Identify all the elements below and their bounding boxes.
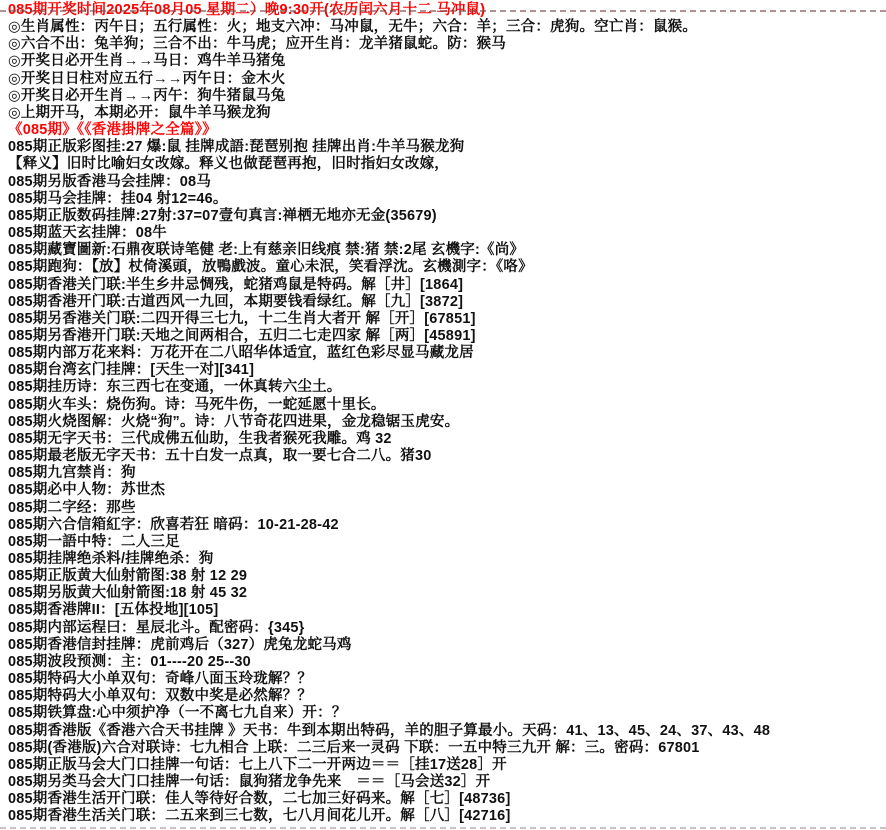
info-line: 085期六合信箱紅字：欣喜若狂 暗码：10-21-28-42: [8, 516, 339, 533]
top-dashed-divider: [0, 10, 886, 12]
info-line: 085期另香港开门联:天地之间两相合，五归二七走四家 解［两］[45891]: [8, 327, 476, 344]
info-line: ◎开奖日必开生肖→→丙午：狗牛猪鼠马兔: [8, 87, 286, 104]
info-line: 085期另香港关门联:二四开得三七九，十二生肖大者开 解［开］[67851]: [8, 310, 476, 327]
highlight-line: 《085期》《《香港掛牌之全篇》》: [8, 122, 217, 139]
info-line: 085期二字经：那些: [8, 499, 136, 516]
info-line: 085期内部运程曰：星辰北斗。配密码：{345}: [8, 619, 305, 636]
info-line: 085期最老版无字天书：五十白发一点真，取一要七合二八。猪30: [8, 448, 432, 465]
info-line: 085期藏寶圖新:石鼎夜联诗笔健 老:上有慈亲旧线痕 禁:猪 禁:2尾 玄機字:《尚》: [8, 242, 525, 259]
info-line: 085期火烧图解：火烧“狗”。诗：八节奇花四进果，金龙稳锯玉虎安。: [8, 413, 460, 430]
info-line: 085期蓝天玄挂牌：08牛: [8, 225, 167, 242]
info-line: 085期另版香港马会挂牌：08马: [8, 173, 212, 190]
info-line: 085期特码大小单双句：奇峰八面玉玲珑解？？: [8, 671, 313, 688]
info-line: ◎开奖日必开生肖→→马日：鸡牛羊马猪兔: [8, 53, 286, 70]
info-lines: [8, 2, 882, 826]
info-line: ◎六合不出：兔羊狗；三合不出：牛马虎；应开生肖：龙羊猪鼠蛇。防：猴马: [8, 36, 506, 53]
info-line: 085期跑狗：【放】杖倚溪頭，放鴨戲波。童心未泯，笑看浮沈。玄機測字：《咯》: [8, 259, 533, 276]
info-line: 085期香港开门联:古道西风一九回，本期要钱看绿红。解［九］[3872]: [8, 293, 464, 310]
info-line: 085期铁算盘:心中须护净（一不离七九自来）开：？: [8, 705, 347, 722]
info-line: 085期香港生活开门联：佳人等待好合数，二七加三好码来。解［七］[48736]: [8, 791, 511, 808]
info-line: ◎生肖属性：丙午日；五行属性：火；地支六冲：马冲鼠，无牛；六合：羊；三合：虎狗。空亡肖：鼠猴。: [8, 19, 698, 36]
info-line: ◎开奖日日柱对应五行→→丙午日：金木火: [8, 70, 286, 87]
info-line: 085期火车头：烧伤狗。诗：马死牛伤，一蛇延愿十里长。: [8, 396, 386, 413]
info-line: 085期马会挂牌：挂04 射12=46。: [8, 190, 228, 207]
info-line: 085期另类马会大门口挂牌一句话：鼠狗猪龙争先来 ＝＝［马会送32］开: [8, 774, 491, 791]
info-line: 085期无字天书：三代成佛五仙助，生我者猴死我雕。鸡 32: [8, 430, 392, 447]
info-line: 085期一語中特：二人三足: [8, 533, 180, 550]
info-line: 085期正版数码挂牌:27射:37=07壹句真言:禅栖无地亦无金(35679): [8, 207, 437, 224]
bottom-dashed-divider: [0, 827, 886, 829]
info-line: 085期香港牌II：[五体投地][105]: [8, 602, 219, 619]
info-line: 【释义】旧时比喻妇女改嫁。释义也做琵琶再抱，旧时指妇女改嫁，: [8, 156, 449, 173]
info-line: 085期正版马会大门口挂牌一句话：七上八下二一开两边＝＝［挂17送28］开: [8, 756, 507, 773]
info-line: 085期特码大小单双句：双数中奖是必然解？？: [8, 688, 313, 705]
info-line: 085期正版黄大仙射箭图:38 射 12 29: [8, 568, 248, 585]
info-line: 085期正版彩图挂:27 爆:鼠 挂牌成語:琵琶别抱 挂牌出肖:牛羊马猴龙狗: [8, 139, 465, 156]
info-line: 085期台湾玄门挂牌：[天生一对][341]: [8, 362, 255, 379]
info-line: 085期香港生活关门联：二五来到三七数，七八月间花儿开。解［八］[42716]: [8, 808, 511, 825]
info-line: 085期香港信封挂牌：虎前鸡后（327）虎兔龙蛇马鸡: [8, 636, 352, 653]
info-line: 085期挂历诗：东三西七在变通，一休真转六尘土。: [8, 379, 342, 396]
info-line: 085期波段预测：主：01----20 25--30: [8, 653, 251, 670]
highlight-line: 085期开奖时间2025年08月05 星期二）晚9:30开(农历闰六月十二 马冲鼠): [8, 2, 486, 18]
info-line: ◎上期开马，本期必开：鼠牛羊马猴龙狗: [8, 104, 271, 121]
info-line: 085期内部万花来料：万花开在二八昭华体适宜，蓝红色彩尽显马藏龙居: [8, 345, 474, 362]
info-line: 085期香港关门联:半生乡井忌惆残，蛇猪鸡鼠是特码。解［井］[1864]: [8, 276, 464, 293]
info-line: 085期另版黄大仙射箭图:18 射 45 32: [8, 585, 248, 602]
info-line: 085期香港版《香港六合天书挂牌 》天书：牛到本期出特码，羊的胆子算最小。天码：41、13、45、24、37、43、48: [8, 722, 771, 739]
info-line: 085期九宫禁肖：狗: [8, 465, 136, 482]
info-line: 085期挂牌绝杀料/挂牌绝杀：狗: [8, 551, 214, 567]
info-line: 085期(香港版)六合对联诗：七九相合 上联：二三后来一灵码 下联：一五中特三九开 解：三。密码：67801: [8, 739, 700, 756]
info-line: 085期必中人物：苏世杰: [8, 482, 166, 499]
